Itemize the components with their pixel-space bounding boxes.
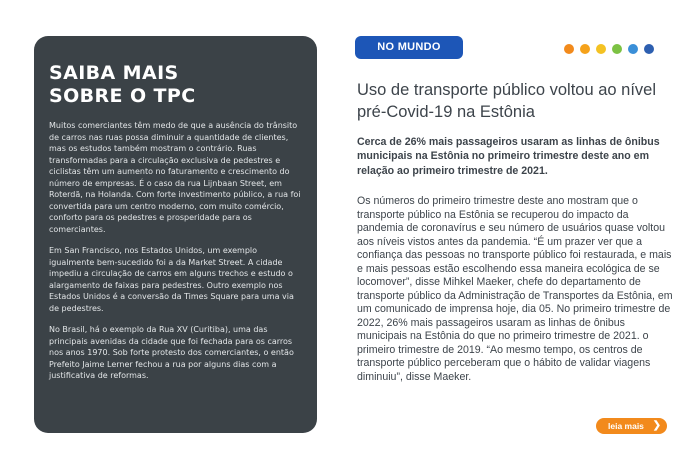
dot-icon [596, 44, 606, 54]
article-body: Os números do primeiro trimestre deste ano mostram que o transporte público na Estônia se recuperou do impacto da pandemia de coronavírus e seu número de usuários quase voltou aos níveis vistos antes da pandemia. “É um prazer ver que a confiança das pessoas no transporte público foi restaurada, e mais e mais pessoas estão escolhendo essa maneira ecológica de se locomover”, disse Mihkel Maeker, chefe do departamento de transporte público da Administração de Transportes da Estônia, em um comunicado de imprensa hoje, dia 05. No primeiro trimestre de 2022, 26% mais passageiros usaram as linhas de ônibus municipais na Estônia do que no primeiro trimestre de 2021. o primeiro trimestre de 2019. “Ao mesmo tempo, os centros de transporte público perceberam que o hábito de validar viagens diminuiu”, disse Maeker. [357, 195, 673, 383]
dot-icon [644, 44, 654, 54]
dot-icon [612, 44, 622, 54]
sidebar-paragraph: Em San Francisco, nos Estados Unidos, um exemplo igualmente bem-sucedido foi a da Market Street. A cidade impediu a circulação de carros em alguns trechos e estudo o alargamento de faixas para pedestres. Outro exemplo nos Estados Unidos é a conversão da Times Square para uma via de pedestres. [49, 246, 294, 313]
sidebar-paragraph: No Brasil, há o exemplo da Rua XV (Curitiba), uma das principais avenidas da cidade que foi fechada para os carros nos anos 1970. Sob forte protesto dos comerciantes, o então Prefeito Jaime Lerner fechou a rua por alguns dias com a justificativa de reformas. [49, 325, 294, 380]
info-sidebar-card [34, 36, 317, 433]
sidebar-title-line2: SOBRE O TPC [49, 85, 196, 107]
dot-icon [628, 44, 638, 54]
sidebar-paragraph: Muitos comerciantes têm medo de que a ausência do trânsito de carros nas ruas possa diminuir a quantidade de clientes, mas os estudos também mostram o contrário. Ruas transformadas para a circulação exclusiva de pedestres e ciclistas têm um aumento no faturamento e crescimento do número de empresas. É o caso da rua Lijnbaan Street, em Roterdã, na Holanda. Com forte investimento público, a rua foi convertida para um centro moderno, com muito comércio, conforto para os pedestres e prosperidade para os comerciantes. [49, 121, 301, 234]
article-title: Uso de transporte público voltou ao nível pré-Covid-19 na Estônia [357, 81, 657, 121]
article-lead: Cerca de 26% mais passageiros usaram as linhas de ônibus municipais na Estônia no primeiro trimestre deste ano em relação ao primeiro trimestre de 2021. [357, 136, 660, 177]
section-badge: NO MUNDO [355, 36, 463, 59]
chevron-right-icon: ❯ [652, 420, 661, 431]
read-more-label: leia mais [608, 421, 644, 431]
decorative-dots [564, 44, 654, 54]
dot-icon [580, 44, 590, 54]
read-more-button[interactable] [596, 418, 667, 434]
dot-icon [564, 44, 574, 54]
sidebar-title-line1: SAIBA MAIS [49, 62, 179, 84]
sidebar-title [49, 62, 303, 108]
